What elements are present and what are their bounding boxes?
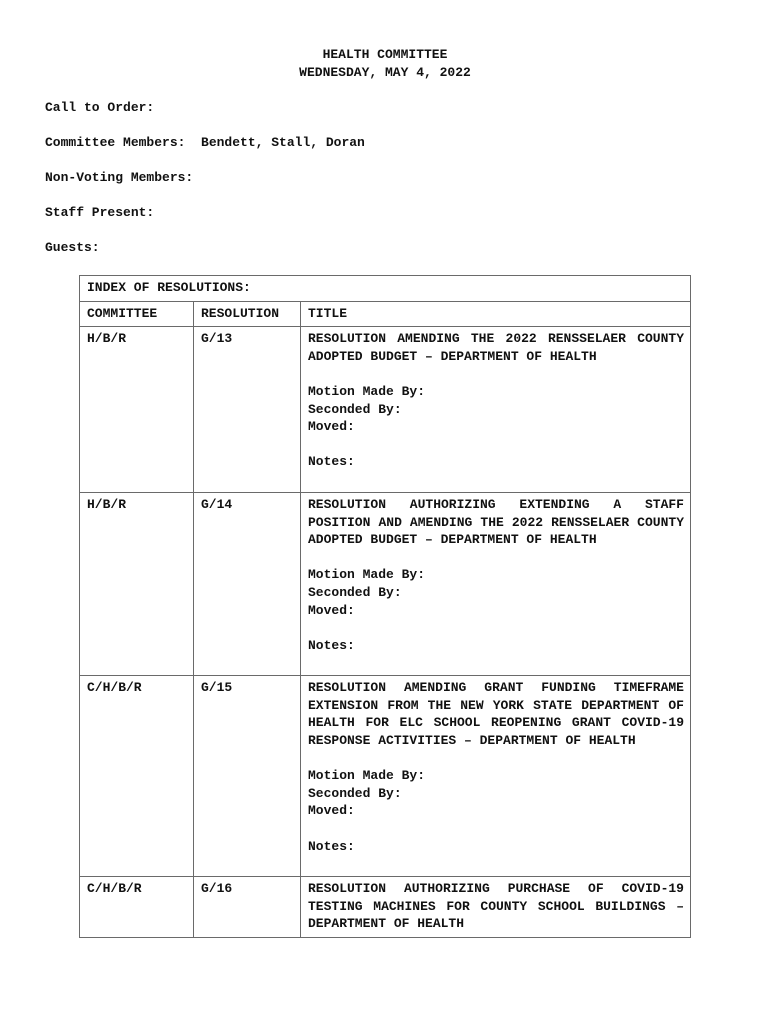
guests-field: Guests: xyxy=(45,240,100,255)
resolution-number-cell: G/16 xyxy=(194,877,301,938)
resolution-title: RESOLUTION AMENDING GRANT FUNDING TIMEFRAME EXTENSION FROM THE NEW YORK STATE DEPARTMENT OF HEALTH FOR ELC SCHOOL REOPENING GRANT COVID-19 RESPONSE ACTIVITIES – DEPARTMENT OF HEALTH xyxy=(308,680,684,749)
notes-label: Notes: xyxy=(308,454,355,470)
committee-members-field: Committee Members: Bendett, Stall, Doran xyxy=(45,135,365,150)
resolution-number-cell: G/14 xyxy=(194,492,301,675)
resolutions-index-table xyxy=(79,275,691,938)
motion-made-by-label: Motion Made By: xyxy=(308,383,426,399)
index-title: INDEX OF RESOLUTIONS: xyxy=(80,276,691,302)
staff-present-field: Staff Present: xyxy=(45,205,155,220)
seconded-by-label: Seconded By: xyxy=(308,401,402,417)
committee-cell: C/H/B/R xyxy=(80,877,194,938)
seconded-by-label: Seconded By: xyxy=(308,785,402,801)
seconded-by-label: Seconded By: xyxy=(308,584,402,600)
moved-label: Moved: xyxy=(308,602,355,618)
moved-label: Moved: xyxy=(308,803,355,819)
non-voting-members-field: Non-Voting Members: xyxy=(45,170,194,185)
title-cell xyxy=(301,327,691,493)
title-cell xyxy=(301,877,691,938)
motion-made-by-label: Motion Made By: xyxy=(308,567,426,583)
column-header-title: TITLE xyxy=(301,301,691,327)
column-header-committee: COMMITTEE xyxy=(80,301,194,327)
resolution-number-cell: G/15 xyxy=(194,676,301,877)
resolution-title: RESOLUTION AUTHORIZING EXTENDING A STAFF POSITION AND AMENDING THE 2022 RENSSELAER COUNTY ADOPTED BUDGET – DEPARTMENT OF HEALTH xyxy=(308,496,684,548)
page-header xyxy=(0,46,770,82)
resolution-title: RESOLUTION AMENDING THE 2022 RENSSELAER COUNTY ADOPTED BUDGET – DEPARTMENT OF HEALTH xyxy=(308,331,684,364)
committee-name: HEALTH COMMITTEE xyxy=(322,47,448,62)
resolution-title: RESOLUTION AUTHORIZING PURCHASE OF COVID-19 TESTING MACHINES FOR COUNTY SCHOOL BUILDINGS – DEPARTMENT OF HEALTH xyxy=(308,881,684,932)
resolution-row xyxy=(80,877,691,938)
resolution-row xyxy=(80,327,691,493)
meeting-date: WEDNESDAY, MAY 4, 2022 xyxy=(299,65,471,80)
column-header-resolution: RESOLUTION xyxy=(194,301,301,327)
motion-made-by-label: Motion Made By: xyxy=(308,768,426,784)
committee-cell: H/B/R xyxy=(80,327,194,493)
committee-cell: C/H/B/R xyxy=(80,676,194,877)
index-title-row xyxy=(80,276,691,302)
resolution-number-cell: G/13 xyxy=(194,327,301,493)
committee-cell: H/B/R xyxy=(80,492,194,675)
notes-label: Notes: xyxy=(308,637,355,653)
motion-block xyxy=(308,767,684,820)
resolution-row xyxy=(80,492,691,675)
moved-label: Moved: xyxy=(308,419,355,435)
motion-block xyxy=(308,383,684,436)
title-cell xyxy=(301,492,691,675)
call-to-order-field: Call to Order: xyxy=(45,100,155,115)
column-header-row xyxy=(80,301,691,327)
resolution-row xyxy=(80,676,691,877)
title-cell xyxy=(301,676,691,877)
notes-label: Notes: xyxy=(308,838,355,854)
motion-block xyxy=(308,566,684,619)
